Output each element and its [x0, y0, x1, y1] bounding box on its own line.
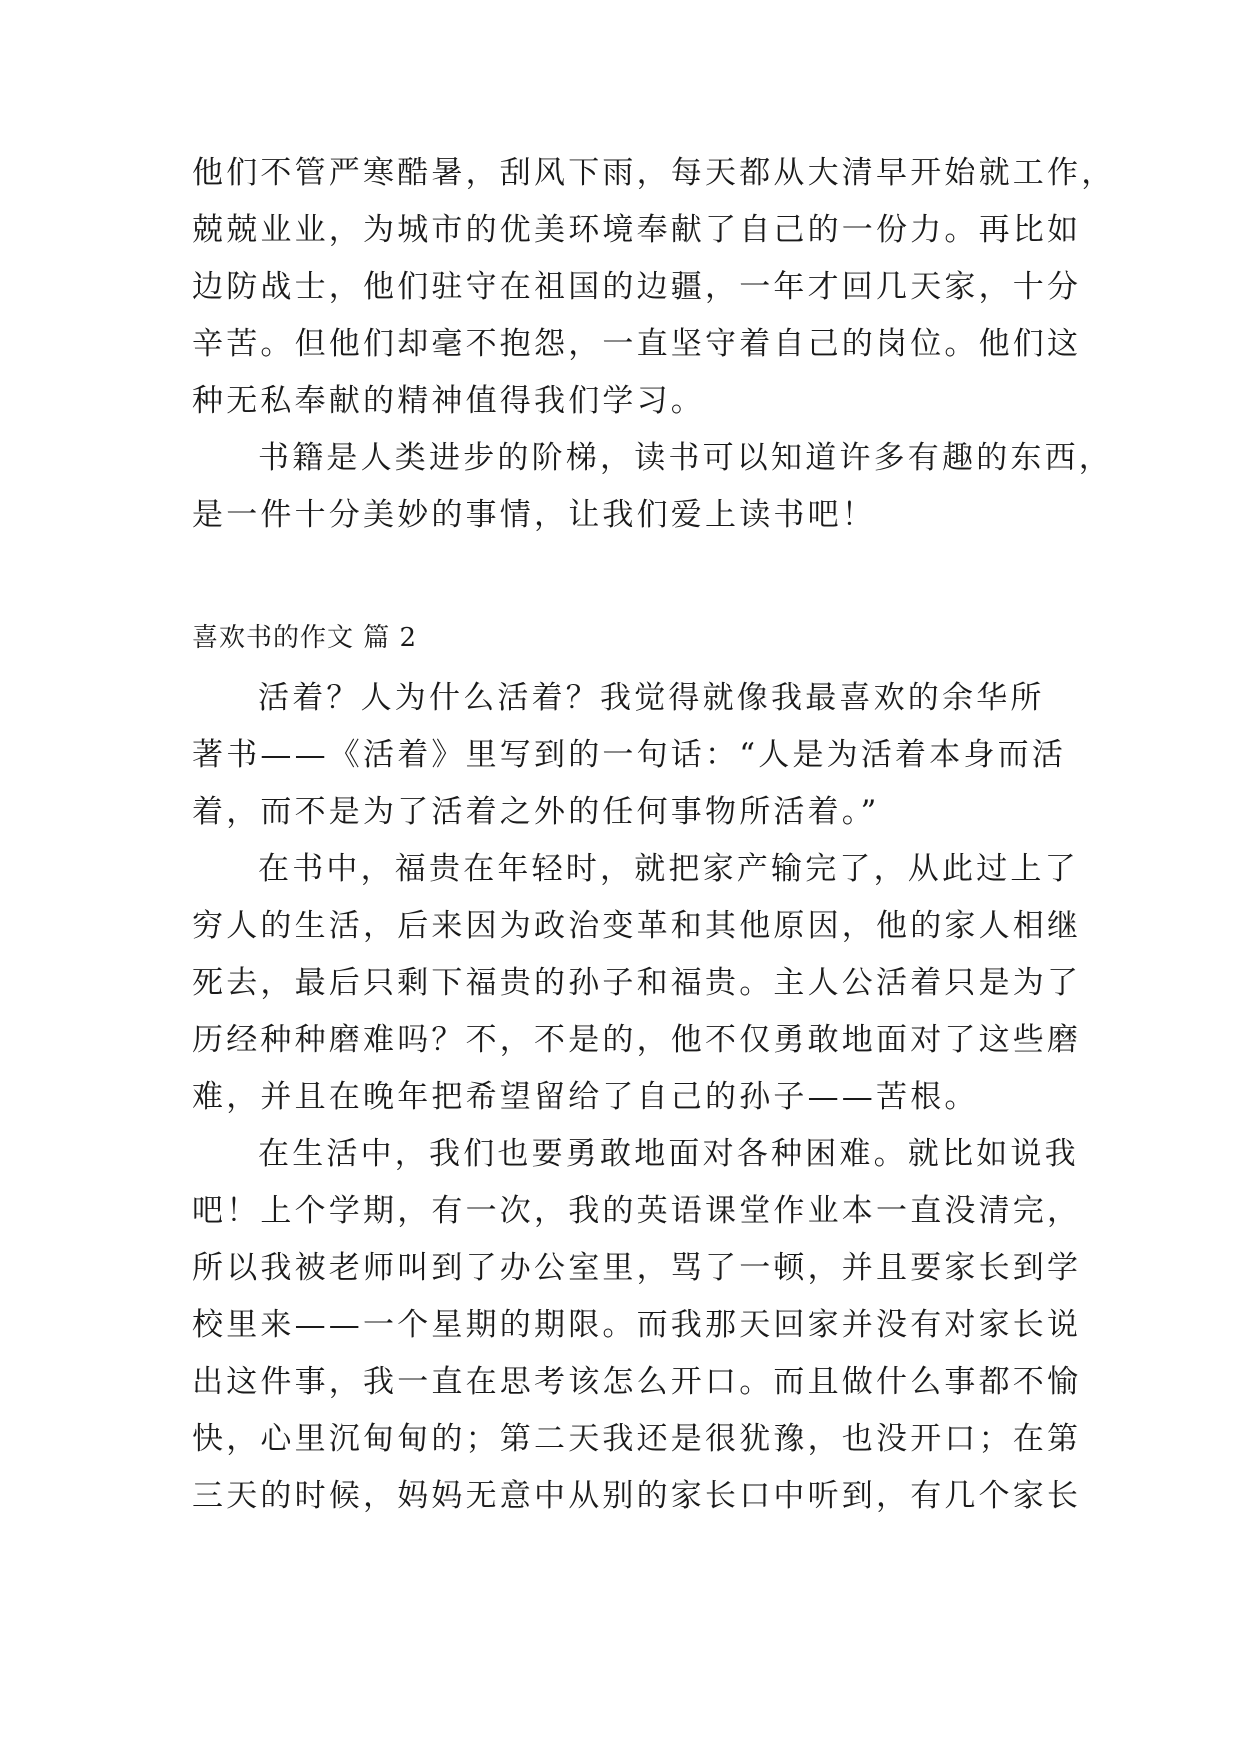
paragraph-4-line: 穷人的生活，后来因为政治变革和其他原因，他的家人相继 [192, 908, 1082, 944]
paragraph-3-line: 著书——《活着》里写到的一句话：“人是为活着本身而活 [192, 737, 1067, 773]
paragraph-5-line: 快，心里沉甸甸的；第二天我还是很犹豫，也没开口；在第 [192, 1421, 1082, 1457]
paragraph-1-line: 边防战士，他们驻守在祖国的边疆，一年才回几天家，十分 [192, 269, 1082, 305]
paragraph-5-line: 在生活中，我们也要勇敢地面对各种困难。就比如说我 [258, 1136, 1079, 1172]
paragraph-4-line: 死去，最后只剩下福贵的孙子和福贵。主人公活着只是为了 [192, 965, 1082, 1001]
paragraph-5-line: 所以我被老师叫到了办公室里，骂了一顿，并且要家长到学 [192, 1250, 1082, 1286]
paragraph-1-line: 他们不管严寒酷暑，刮风下雨，每天都从大清早开始就工作， [192, 155, 1116, 191]
paragraph-5-line: 校里来——一个星期的期限。而我那天回家并没有对家长说 [192, 1307, 1082, 1343]
paragraph-4-line: 历经种种磨难吗？不，不是的，他不仅勇敢地面对了这些磨 [192, 1022, 1082, 1058]
paragraph-4-line: 难，并且在晚年把希望留给了自己的孙子——苦根。 [192, 1079, 979, 1115]
paragraph-3-line: 着，而不是为了活着之外的任何事物所活着。” [192, 794, 880, 830]
paragraph-1-line: 兢兢业业，为城市的优美环境奉献了自己的一份力。再比如 [192, 212, 1082, 248]
paragraph-2-line: 书籍是人类进步的阶梯，读书可以知道许多有趣的东西， [258, 440, 1113, 476]
section-heading: 喜欢书的作文 篇 2 [192, 623, 418, 653]
paragraph-5-line: 出这件事，我一直在思考该怎么开口。而且做什么事都不愉 [192, 1364, 1082, 1400]
paragraph-3-line: 活着？人为什么活着？我觉得就像我最喜欢的余华所 [258, 680, 1045, 716]
paragraph-5-line: 三天的时候，妈妈无意中从别的家长口中听到，有几个家长 [192, 1478, 1082, 1514]
paragraph-4-line: 在书中，福贵在年轻时，就把家产输完了，从此过上了 [258, 851, 1079, 887]
paragraph-1-line: 辛苦。但他们却毫不抱怨，一直坚守着自己的岗位。他们这 [192, 326, 1082, 362]
paragraph-1-line: 种无私奉献的精神值得我们学习。 [192, 383, 705, 419]
paragraph-2-line: 是一件十分美妙的事情，让我们爱上读书吧！ [192, 497, 876, 533]
paragraph-5-line: 吧！上个学期，有一次，我的英语课堂作业本一直没清完， [192, 1193, 1082, 1229]
